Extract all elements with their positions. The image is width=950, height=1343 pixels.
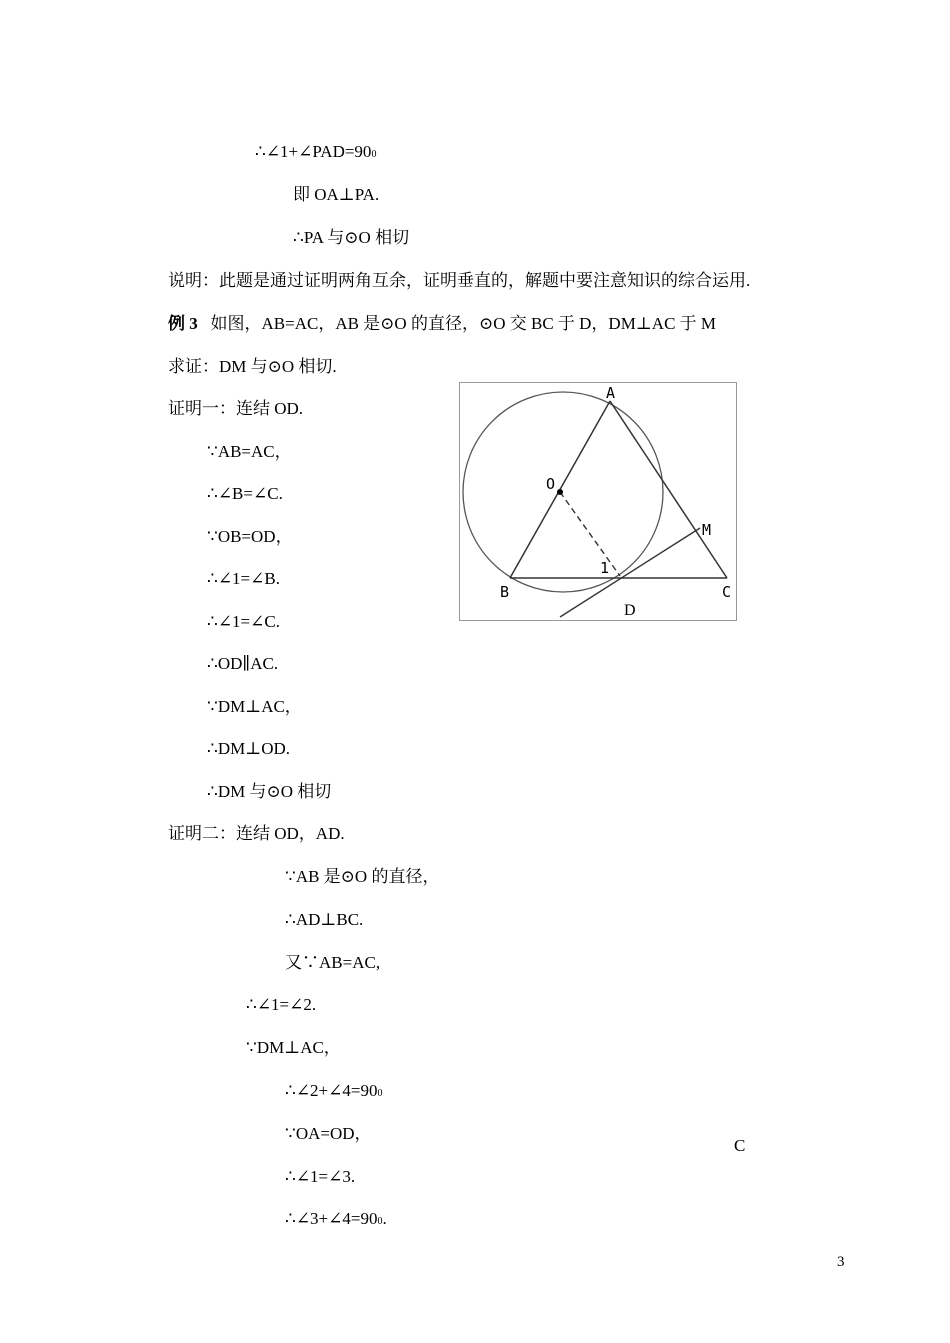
line-text: ∵OB=OD， bbox=[207, 527, 293, 546]
line-text: 说明：此题是通过证明两角互余，证明垂直的，解题中要注意知识的综合运用. bbox=[168, 271, 751, 290]
proof-line bbox=[285, 866, 439, 888]
proof-line bbox=[255, 141, 376, 166]
proof-line bbox=[293, 227, 409, 249]
line-text: 证明一：连结 OD. bbox=[168, 399, 304, 418]
proof-line bbox=[168, 823, 345, 845]
proof-line bbox=[293, 184, 379, 206]
label-d: D bbox=[624, 602, 636, 619]
page-number-text: 3 bbox=[837, 1254, 845, 1270]
proof-line bbox=[246, 1037, 341, 1059]
geometry-figure bbox=[459, 382, 737, 621]
line-text: C bbox=[734, 1136, 746, 1155]
stray-label-c bbox=[734, 1135, 745, 1157]
label-a: A bbox=[606, 384, 616, 402]
superscript: 0 bbox=[377, 1088, 383, 1099]
proof-line bbox=[207, 738, 290, 760]
label-o: O bbox=[546, 475, 556, 493]
superscript: 0 bbox=[371, 149, 377, 160]
proof-line bbox=[207, 653, 278, 675]
figure-svg bbox=[460, 383, 738, 622]
proof-line bbox=[207, 611, 280, 633]
proof-line bbox=[207, 568, 280, 590]
label-b: B bbox=[500, 583, 510, 601]
proof-line bbox=[285, 909, 363, 931]
line-text: ∵DM⊥AC， bbox=[207, 697, 302, 716]
segment-od-dashed bbox=[560, 492, 620, 576]
line-text: ∴PA 与⊙O 相切 bbox=[293, 228, 410, 247]
line-text: ∵OA=OD， bbox=[285, 1124, 372, 1143]
proof-line bbox=[285, 1080, 382, 1105]
line-text: ∴AD⊥BC. bbox=[285, 910, 364, 929]
proof-line bbox=[207, 781, 331, 803]
proof-line bbox=[207, 441, 292, 463]
page-number bbox=[837, 1251, 845, 1273]
line-text: ∴∠1=∠3. bbox=[285, 1167, 356, 1186]
line-text: ∴∠1=∠B. bbox=[207, 569, 280, 588]
line-text: ∴DM 与⊙O 相切 bbox=[207, 782, 332, 801]
line-text: ∵AB=AC， bbox=[207, 442, 292, 461]
line-text: ∴∠3+∠4=90 bbox=[285, 1209, 378, 1228]
proof-line bbox=[207, 483, 283, 505]
proof-line bbox=[285, 1166, 355, 1188]
label-c: C bbox=[722, 583, 732, 601]
note-line bbox=[168, 270, 750, 292]
line-text: 证明二：连结 OD，AD. bbox=[168, 824, 345, 843]
line-text: 即 OA⊥PA. bbox=[293, 185, 380, 204]
line-text: . bbox=[382, 1209, 387, 1228]
proof-line bbox=[207, 526, 293, 548]
proof-line bbox=[285, 1208, 387, 1233]
line-text: 求证：DM 与⊙O 相切. bbox=[168, 357, 337, 376]
proof-line bbox=[285, 952, 380, 974]
label-angle-1: 1 bbox=[600, 559, 610, 577]
line-text: ∴∠1=∠2. bbox=[246, 995, 317, 1014]
segment-ac bbox=[610, 401, 727, 578]
line-text: ∴∠1=∠C. bbox=[207, 612, 280, 631]
center-point-o bbox=[557, 489, 563, 495]
line-text: ∴∠B=∠C. bbox=[207, 484, 283, 503]
line-text: ∴OD∥AC. bbox=[207, 654, 279, 673]
example-text: 如图，AB=AC，AB 是⊙O 的直径，⊙O 交 BC 于 D，DM⊥AC 于 M bbox=[210, 314, 717, 333]
proof-line bbox=[168, 356, 337, 378]
proof-line bbox=[207, 696, 302, 718]
example-number: 例 3 bbox=[168, 314, 198, 333]
line-text: ∴∠1+∠PAD=90 bbox=[255, 142, 372, 161]
line-text: 又∵AB=AC, bbox=[285, 953, 381, 972]
label-m: M bbox=[702, 521, 712, 539]
line-text: ∴∠2+∠4=90 bbox=[285, 1081, 378, 1100]
line-text: ∵AB 是⊙O 的直径， bbox=[285, 867, 440, 886]
proof-line bbox=[168, 398, 303, 420]
line-text: ∵DM⊥AC， bbox=[246, 1038, 341, 1057]
proof-line bbox=[246, 994, 316, 1016]
superscript: 0 bbox=[377, 1216, 383, 1227]
proof-line bbox=[285, 1123, 372, 1145]
line-text: ∴DM⊥OD. bbox=[207, 739, 290, 758]
example-heading bbox=[168, 313, 716, 335]
